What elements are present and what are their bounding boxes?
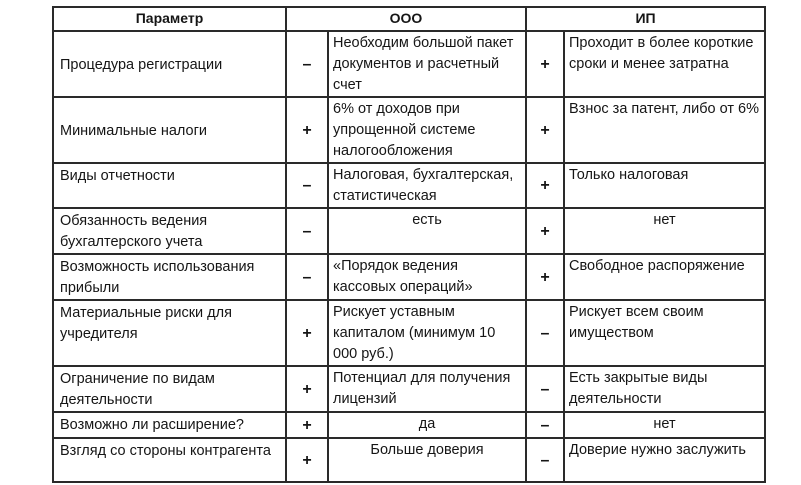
ooo-text: «Порядок ведения кассовых операций»: [328, 254, 526, 300]
ooo-text: Необходим большой пакет документов и расчетный счет: [328, 31, 526, 97]
ip-text: Свободное распоряжение: [564, 254, 765, 300]
ip-sign: –: [526, 438, 564, 482]
ooo-sign: –: [286, 254, 328, 300]
row-param: Минимальные налоги: [53, 97, 286, 163]
table-row: [53, 300, 765, 366]
ooo-text: да: [328, 412, 526, 438]
ooo-sign: +: [286, 438, 328, 482]
ooo-sign: +: [286, 300, 328, 366]
row-param: Материальные риски для учредителя: [53, 300, 286, 366]
table-row: [53, 163, 765, 208]
ip-sign: +: [526, 97, 564, 163]
header-param: Параметр: [53, 7, 286, 31]
ooo-text: Потенциал для получения лицензий: [328, 366, 526, 412]
ip-sign: +: [526, 31, 564, 97]
row-param: Обязанность ведения бухгалтерского учета: [53, 208, 286, 254]
ip-sign: –: [526, 300, 564, 366]
row-param: Ограничение по видам деятельности: [53, 366, 286, 412]
ip-text: Рискует всем своим имуществом: [564, 300, 765, 366]
ooo-text: 6% от доходов при упрощенной системе налогообложения: [328, 97, 526, 163]
table-row: [53, 412, 765, 438]
ip-text: нет: [564, 412, 765, 438]
ip-text: Доверие нужно заслужить: [564, 438, 765, 482]
ip-sign: +: [526, 208, 564, 254]
header-ooo: ООО: [286, 7, 526, 31]
ooo-sign: –: [286, 208, 328, 254]
comparison-table-container: [52, 6, 766, 483]
ooo-sign: –: [286, 163, 328, 208]
ooo-sign: +: [286, 412, 328, 438]
ip-text: Только налоговая: [564, 163, 765, 208]
row-param: Возможность использования прибыли: [53, 254, 286, 300]
row-param: Процедура регистрации: [53, 31, 286, 97]
row-param: Взгляд со стороны контрагента: [53, 438, 286, 482]
table-row: [53, 254, 765, 300]
ip-sign: +: [526, 254, 564, 300]
ooo-sign: –: [286, 31, 328, 97]
row-param: Возможно ли расширение?: [53, 412, 286, 438]
ooo-sign: +: [286, 97, 328, 163]
ip-sign: +: [526, 163, 564, 208]
ip-sign: –: [526, 412, 564, 438]
row-param: Виды отчетности: [53, 163, 286, 208]
ip-text: нет: [564, 208, 765, 254]
ip-text: Проходит в более короткие сроки и менее затратна: [564, 31, 765, 97]
ooo-text: Больше доверия: [328, 438, 526, 482]
header-row: [53, 7, 765, 31]
table-row: [53, 366, 765, 412]
ooo-text: Налоговая, бухгалтерская, статистическая: [328, 163, 526, 208]
ip-text: Есть закрытые виды деятельности: [564, 366, 765, 412]
table-row: [53, 208, 765, 254]
ip-text: Взнос за патент, либо от 6%: [564, 97, 765, 163]
table-row: [53, 31, 765, 97]
ooo-text: есть: [328, 208, 526, 254]
header-ip: ИП: [526, 7, 765, 31]
ooo-text: Рискует уставным капиталом (минимум 10 000 руб.): [328, 300, 526, 366]
table-row: [53, 97, 765, 163]
ip-sign: –: [526, 366, 564, 412]
table-row: [53, 438, 765, 482]
ooo-sign: +: [286, 366, 328, 412]
comparison-table: [52, 6, 766, 483]
